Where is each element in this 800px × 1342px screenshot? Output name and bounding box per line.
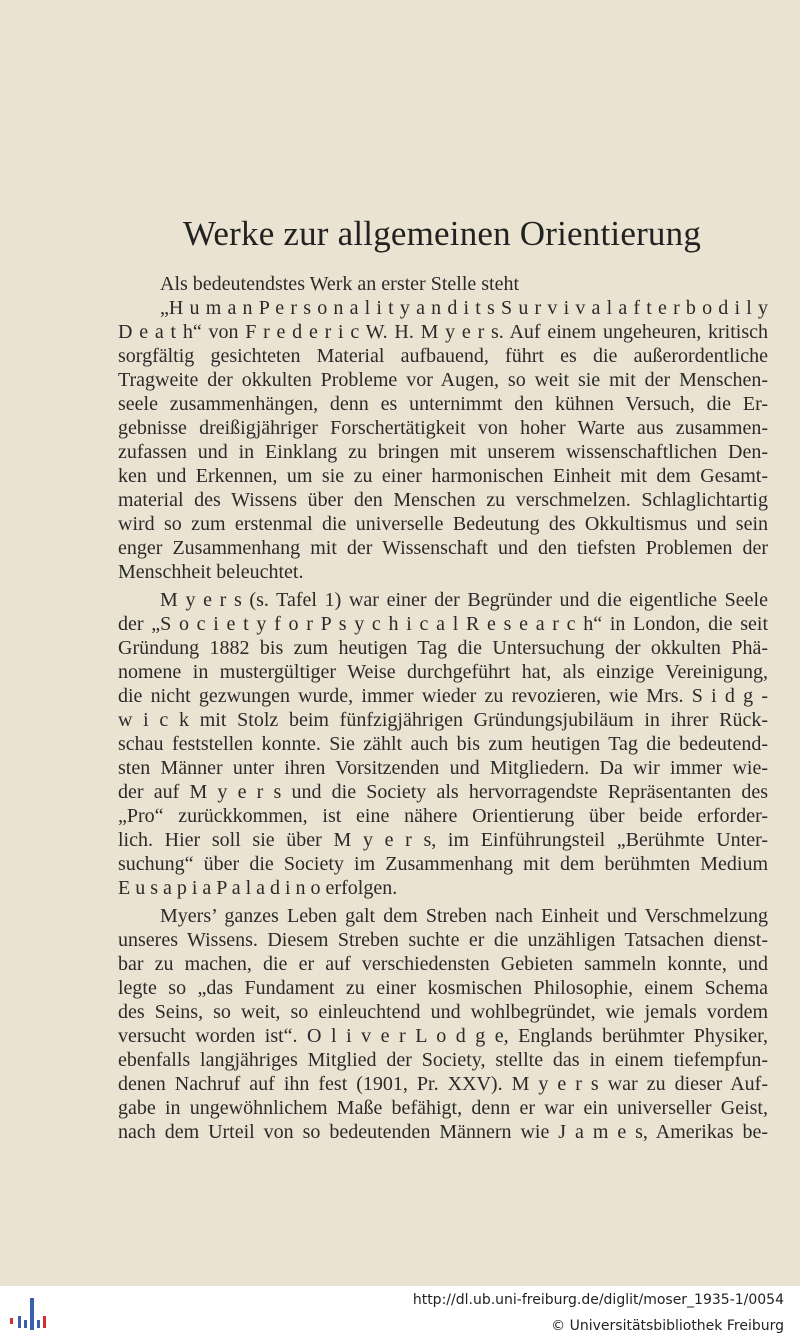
text-line: denen Nachruf auf ihn fest (1901, Pr. XXV). M y e r s war zu dieser Auf- bbox=[118, 1073, 768, 1095]
text-line: ken und Erkennen, um sie zu einer harmonischen Einheit mit dem Gesamt- bbox=[118, 465, 768, 487]
text-line: seele zusammenhängen, denn es unternimmt den kühnen Versuch, die Er- bbox=[118, 393, 768, 415]
text-line: Myers’ ganzes Leben galt dem Streben nach Einheit und Verschmelzung bbox=[160, 905, 768, 927]
text-line: bar zu machen, die er auf verschiedensten Gebieten sammeln konnte, und bbox=[118, 953, 768, 975]
text-line: der auf M y e r s und die Society als hervorragendste Repräsentanten des bbox=[118, 781, 768, 803]
text-line: Menschheit beleuchtet. bbox=[118, 561, 304, 583]
text-line: lich. Hier soll sie über M y e r s, im Einführungsteil „Berühmte Unter- bbox=[118, 829, 768, 851]
text-line: sten Männer unter ihren Vorsitzenden und Mitgliedern. Da wir immer wie- bbox=[118, 757, 768, 779]
text-line: w i c k mit Stolz beim fünfzigjährigen Gründungsjubiläum in ihrer Rück- bbox=[118, 709, 768, 731]
ub-freiburg-logo-icon bbox=[8, 1294, 52, 1334]
text-line: Als bedeutendstes Werk an erster Stelle steht bbox=[160, 273, 520, 295]
text-line: legte so „das Fundament zu einer kosmischen Philosophie, einem Schema bbox=[118, 977, 768, 999]
text-line: ebenfalls langjähriges Mitglied der Society, stellte das in einem tiefempfun- bbox=[118, 1049, 768, 1071]
text-line: enger Zusammenhang mit der Wissenschaft und den tiefsten Problemen der bbox=[118, 537, 768, 559]
text-line: M y e r s (s. Tafel 1) war einer der Begründer und die eigentliche Seele bbox=[160, 589, 768, 611]
text-line: schau feststellen konnte. Sie zählt auch bis zum heutigen Tag die bedeutend- bbox=[118, 733, 768, 755]
text-line: versucht worden ist“. O l i v e r L o d g e, Englands berühmter Physiker, bbox=[118, 1025, 768, 1047]
text-line: D e a t h“ von F r e d e r i c W. H. M y e r s. Auf einem ungeheuren, kritisch bbox=[118, 321, 768, 343]
text-line: der „S o c i e t y f o r P s y c h i c a l R e s e a r c h“ in London, die seit bbox=[118, 613, 768, 635]
text-line: die nicht gezwungen wurde, immer wieder zu revozieren, wie Mrs. S i d g - bbox=[118, 685, 768, 707]
text-line: E u s a p i a P a l a d i n o erfolgen. bbox=[118, 877, 398, 899]
text-line: nomene in mustergültiger Weise durchgeführt hat, als einzige Vereinigung, bbox=[118, 661, 768, 683]
text-line: gebnisse dreißigjähriger Forschertätigkeit von hoher Warte aus zusammen- bbox=[118, 417, 768, 439]
text-line: zufassen und in Einklang zu bringen mit unserem wissenschaftlichen Den- bbox=[118, 441, 768, 463]
text-line: wird so zum erstenmal die universelle Bedeutung des Okkultismus und sein bbox=[118, 513, 768, 535]
text-line: gabe in ungewöhnlichem Maße befähigt, denn er war ein universeller Geist, bbox=[118, 1097, 768, 1119]
page-heading: Werke zur allgemeinen Orientierung bbox=[182, 214, 702, 253]
text-line: nach dem Urteil von so bedeutenden Männern wie J a m e s, Amerikas be- bbox=[118, 1121, 768, 1143]
text-line: sorgfältig gesichteten Material aufbauend, führt es die außerordentliche bbox=[118, 345, 768, 367]
text-line: material des Wissens über den Menschen zu verschmelzen. Schlaglichtartig bbox=[118, 489, 768, 511]
text-line: des Seins, so weit, so einleuchtend und wohlbegründet, wie jemals vordem bbox=[118, 1001, 768, 1023]
footer-bar bbox=[0, 1286, 800, 1342]
permalink-url[interactable]: http://dl.ub.uni-freiburg.de/diglit/moser_1935-1/0054 bbox=[412, 1292, 784, 1308]
text-line: Tragweite der okkulten Probleme vor Augen, so weit sie mit der Menschen- bbox=[118, 369, 768, 391]
text-line: „H u m a n P e r s o n a l i t y a n d i t s S u r v i v a l a f t e r b o d i l y bbox=[160, 297, 768, 319]
text-line: suchung“ über die Society im Zusammenhang mit dem berühmten Medium bbox=[118, 853, 768, 875]
text-line: unseres Wissens. Diesem Streben suchte er die unzähligen Tatsachen dienst- bbox=[118, 929, 768, 951]
copyright-notice: © Universitätsbibliothek Freiburg bbox=[551, 1318, 784, 1334]
text-line: „Pro“ zurückkommen, ist eine nähere Orientierung über beide erforder- bbox=[118, 805, 768, 827]
text-line: Gründung 1882 bis zum heutigen Tag die Untersuchung der okkulten Phä- bbox=[118, 637, 768, 659]
